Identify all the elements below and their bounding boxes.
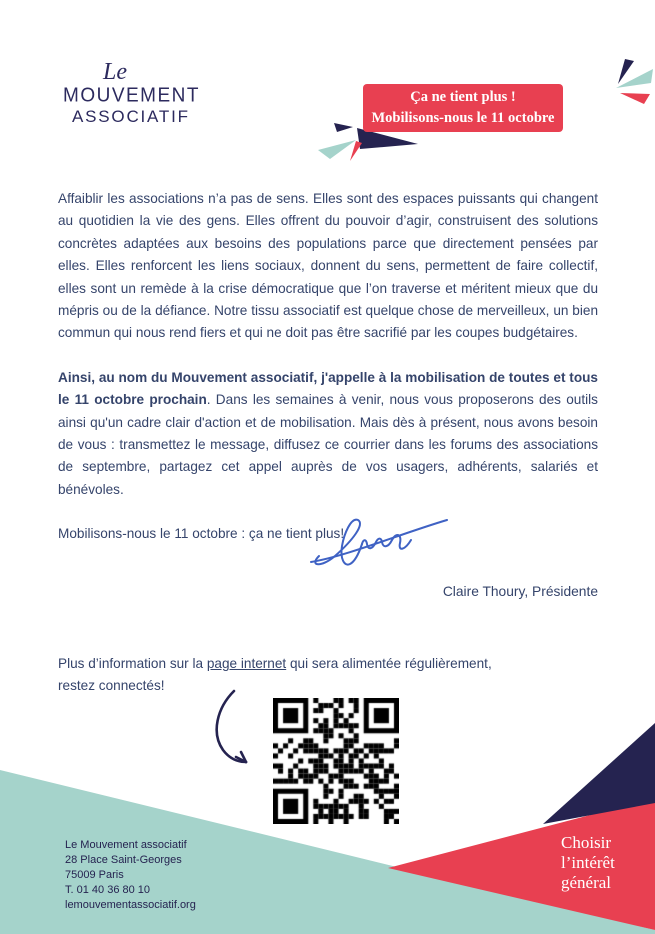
burst-top-right bbox=[616, 59, 653, 104]
logo-line-associatif: ASSOCIATIF bbox=[72, 107, 190, 126]
info-block bbox=[58, 653, 558, 698]
footer-org-name: Le Mouvement associatif bbox=[65, 839, 187, 851]
info-prefix: Plus d’information sur la bbox=[58, 656, 207, 671]
paragraph-1: Affaiblir les associations n’a pas de sens. Elles sont des espaces puissants qui changent au quotidien la vie des gens. Elles offrent du pouvoir d’agir, construisent des solutions concrètes adaptées aux besoins des populations parce que directement pensées par elles. Elles renforcent les liens sociaux, donnent du sens, permettent de faire collectif, elles sont un remède à la crise démocratique que l’on traverse et méritent mieux que du mépris ou de la défiance. Notre tissu associatif est quelque chose de merveilleux, un bien commun qui nous rend fiers et qui ne doit pas être sacrifié par les coupes budgétaires. bbox=[58, 191, 598, 341]
signatory-name: Claire Thoury, Présidente bbox=[442, 584, 598, 599]
tagline-line-3: général bbox=[561, 873, 612, 892]
mouvement-associatif-logo bbox=[63, 60, 223, 125]
banner-line-2: Mobilisons-nous le 11 octobre bbox=[371, 110, 555, 126]
paragraph-3: Mobilisons-nous le 11 octobre : ça ne tient plus! bbox=[58, 526, 345, 542]
footer-city: 75009 Paris bbox=[65, 869, 124, 881]
banner-line-1: Ça ne tient plus ! bbox=[410, 89, 516, 105]
info-line-2: restez connectés! bbox=[58, 678, 165, 694]
signature-icon bbox=[305, 500, 455, 580]
campaign-banner bbox=[363, 84, 563, 132]
logo-line-le: Le bbox=[103, 59, 127, 85]
footer-website: lemouvementassociatif.org bbox=[65, 899, 196, 911]
tagline-line-1: Choisir bbox=[561, 833, 612, 852]
footer-street: 28 Place Saint-Georges bbox=[65, 854, 182, 866]
tagline-line-2: l’intérêt bbox=[561, 853, 615, 872]
footer-address bbox=[65, 838, 196, 913]
paragraph-2-bold-lead: Ainsi, au nom du Mouvement associatif, j'appelle à la mobilisation de toutes et tous le 11 octobre prochain bbox=[58, 369, 598, 408]
paragraph-2-rest: . Dans les semaines à venir, nous vous proposerons des outils ainsi qu'un cadre clair d'action et de mobilisation. Mais dès à présent, nous avons besoin de vous : transmettez le message, diffusez ce courrier dans les forums des associations de septembre, partagez cet appel auprès de vos usagers, adhérents, salariés et bénévoles. bbox=[58, 392, 598, 497]
logo-line-mouvement: MOUVEMENT bbox=[63, 84, 200, 107]
page-internet-link[interactable]: page internet bbox=[206, 656, 287, 671]
tagline bbox=[561, 833, 615, 893]
footer-phone: T. 01 40 36 80 10 bbox=[65, 884, 151, 896]
info-suffix: qui sera alimentée régulièrement, bbox=[286, 656, 492, 671]
paragraph-2 bbox=[58, 367, 598, 501]
